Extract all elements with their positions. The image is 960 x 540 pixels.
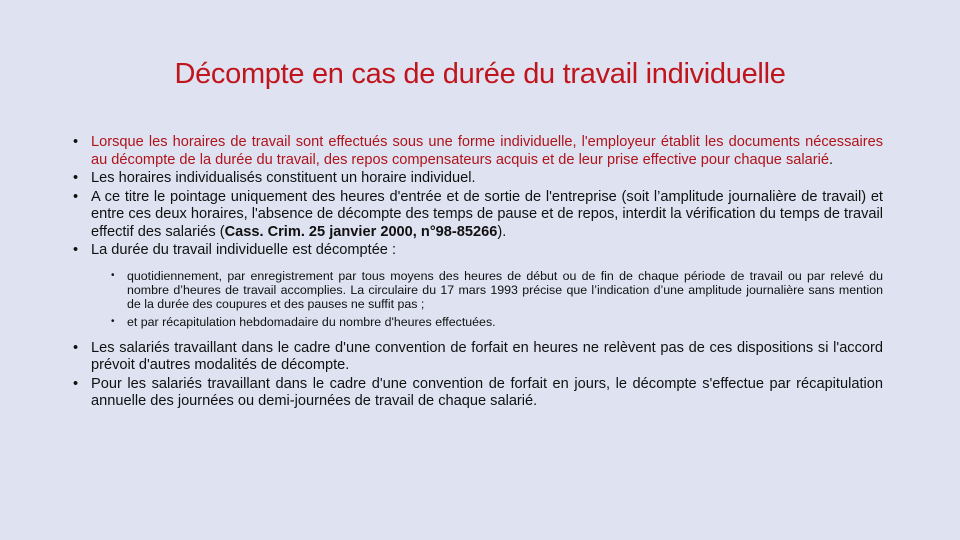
bullet-item-4: • La durée du travail individuelle est décomptée :: [73, 242, 883, 260]
bullet-list-continued: [73, 340, 883, 411]
sub-bullet-item-1: • quotidiennement, par enregistrement par tous moyens des heures de début ou de fin de chaque période de travail ou par relevé du nombre d’heures de travail accomplies. La circulaire du 17 mars 1993 précise que l’indication d’une amplitude journalière sans mention de la durée des coupures et des pauses ne suffit pas ;: [109, 269, 883, 312]
sub-bullet-list: [109, 269, 883, 330]
bullet-3-tail: ).: [497, 223, 507, 240]
slide-title: Décompte en cas de durée du travail individuelle: [174, 58, 786, 90]
bullet-item-5: • Les salariés travaillant dans le cadre d'une convention de forfait en heures ne relèvent pas de ces dispositions si l'accord prévoit d'autres modalités de décompte.: [73, 340, 883, 375]
slide-content: [73, 134, 883, 412]
bullet-list: [73, 134, 883, 260]
case-citation: Cass. Crim. 25 janvier 2000, n°98-85266: [224, 223, 498, 240]
bullet-item-1: [73, 134, 883, 169]
bullet-item-3: [73, 189, 883, 242]
bullet-1-text: Lorsque les horaires de travail sont effectués sous une forme individuelle, l'employeur établit les documents nécessaires au décompte de la durée du travail, des repos compensateurs acquis et de leur prise effective pour chaque salarié: [91, 134, 883, 168]
sub-bullet-item-2: • et par récapitulation hebdomadaire du nombre d'heures effectuées.: [109, 315, 883, 329]
bullet-item-6: • Pour les salariés travaillant dans le cadre d'une convention de forfait en jours, le décompte s'effectue par récapitulation annuelle des journées ou demi-journées de travail de chaque salarié.: [73, 376, 883, 411]
bullet-3-text: A ce titre le pointage uniquement des heures d'entrée et de sortie de l'entreprise (soit l’amplitude journalière de travail) et entre ces deux horaires, l'absence de décompte des temps de pause et de repos, interdit la vérification du temps de travail effectif des salariés (: [91, 188, 883, 240]
bullet-1-tail: .: [828, 151, 834, 168]
bullet-item-2: • Les horaires individualisés constituent un horaire individuel.: [73, 170, 883, 188]
